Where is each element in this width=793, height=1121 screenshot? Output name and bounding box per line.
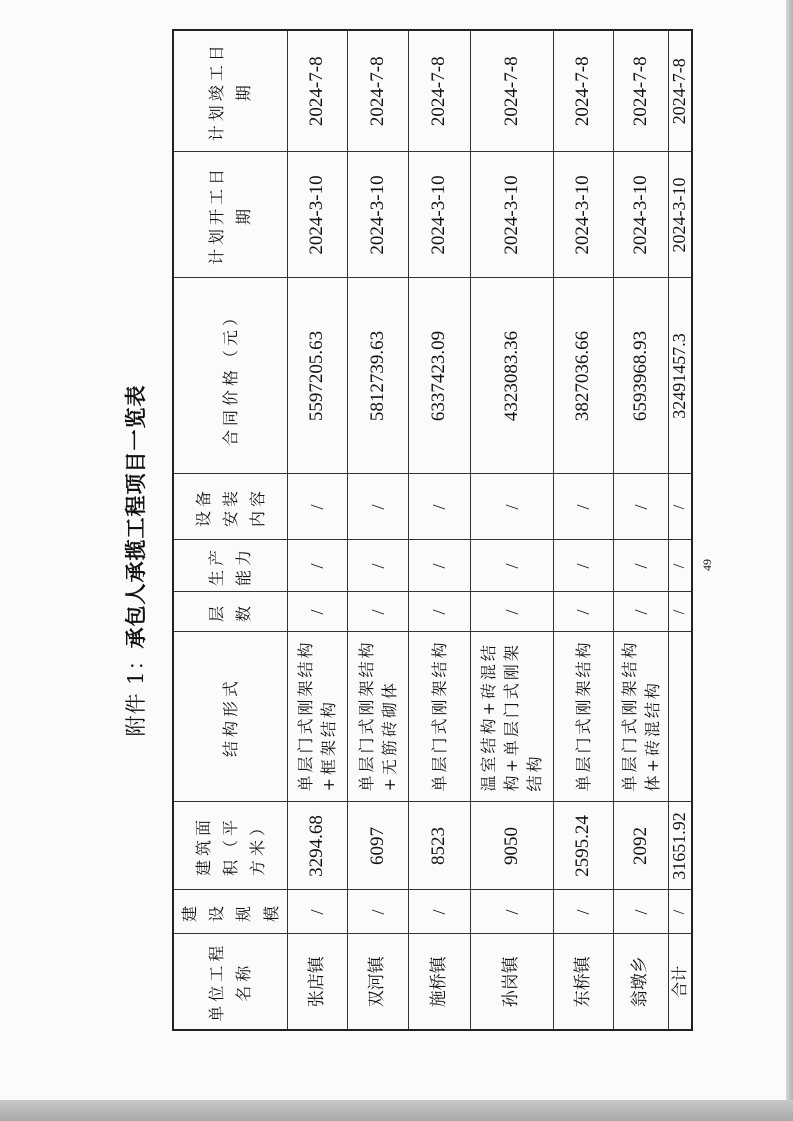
cell-equipment: / — [347, 474, 408, 540]
cell-capacity: / — [287, 540, 347, 592]
cell-equipment: / — [287, 474, 347, 540]
page-title — [120, 0, 150, 1121]
header-cell-capacity: 生产能力 — [173, 540, 287, 592]
cell-capacity: / — [408, 540, 470, 592]
cell-equipment: / — [613, 474, 668, 540]
cell-floors: / — [287, 592, 347, 632]
cell-scale: / — [613, 890, 668, 934]
cell-end-date: 2024-7-8 — [470, 30, 553, 152]
cell-area: 31651.92 — [668, 802, 692, 890]
cell-floors: / — [668, 592, 692, 632]
cell-structure — [668, 632, 692, 802]
cell-equipment: / — [470, 474, 553, 540]
cell-equipment: / — [553, 474, 613, 540]
cell-area: 9050 — [470, 802, 553, 890]
header-cell-unit-name: 单位工程名称 — [173, 934, 287, 1030]
cell-contract-price: 5812739.63 — [347, 278, 408, 474]
cell-contract-price: 6337423.09 — [408, 278, 470, 474]
cell-structure: 单层门式刚架结构体+砖混结构 — [613, 632, 668, 802]
header-cell-structure: 结构形式 — [173, 632, 287, 802]
cell-unit-name: 合计 — [668, 934, 692, 1030]
cell-start-date: 2024-3-10 — [613, 152, 668, 278]
cell-capacity: / — [470, 540, 553, 592]
table-row — [613, 30, 668, 1030]
cell-equipment: / — [668, 474, 692, 540]
cell-start-date: 2024-3-10 — [553, 152, 613, 278]
title-main: 承包人承揽工程项目一览表 — [124, 384, 148, 649]
cell-area: 8523 — [408, 802, 470, 890]
cell-floors: / — [347, 592, 408, 632]
cell-contract-price: 6593968.93 — [613, 278, 668, 474]
title-prefix: 附件 1： — [124, 648, 148, 737]
table-row — [553, 30, 613, 1030]
cell-unit-name: 东桥镇 — [553, 934, 613, 1030]
cell-structure: 单层门式刚架结构+框架结构 — [287, 632, 347, 802]
cell-scale: / — [347, 890, 408, 934]
header-cell-area: 建筑面积（平方米） — [173, 802, 287, 890]
cell-end-date: 2024-7-8 — [347, 30, 408, 152]
cell-end-date: 2024-7-8 — [287, 30, 347, 152]
cell-structure: 单层门式刚架结构+无筋砖砌体 — [347, 632, 408, 802]
table-header-row — [173, 30, 287, 1030]
page-number: 49 — [700, 559, 714, 571]
header-cell-floors: 层数 — [173, 592, 287, 632]
cell-area: 2092 — [613, 802, 668, 890]
cell-capacity: / — [668, 540, 692, 592]
cell-contract-price: 32491457.3 — [668, 278, 692, 474]
cell-capacity: / — [613, 540, 668, 592]
cell-contract-price: 5597205.63 — [287, 278, 347, 474]
header-cell-equipment: 设备安装内容 — [173, 474, 287, 540]
cell-contract-price: 3827036.66 — [553, 278, 613, 474]
cell-scale: / — [668, 890, 692, 934]
cell-floors: / — [408, 592, 470, 632]
table-row — [470, 30, 553, 1030]
cell-scale: / — [287, 890, 347, 934]
cell-end-date: 2024-7-8 — [408, 30, 470, 152]
table-row — [287, 30, 347, 1030]
cell-structure: 单层门式刚架结构 — [408, 632, 470, 802]
table-row — [408, 30, 470, 1030]
cell-area: 3294.68 — [287, 802, 347, 890]
cell-start-date: 2024-3-10 — [668, 152, 692, 278]
cell-start-date: 2024-3-10 — [408, 152, 470, 278]
cell-area: 2595.24 — [553, 802, 613, 890]
cell-structure: 单层门式刚架结构 — [553, 632, 613, 802]
cell-end-date: 2024-7-8 — [553, 30, 613, 152]
header-cell-scale: 建设规模 — [173, 890, 287, 934]
cell-start-date: 2024-3-10 — [470, 152, 553, 278]
cell-floors: / — [613, 592, 668, 632]
cell-unit-name: 孙岗镇 — [470, 934, 553, 1030]
header-cell-start-date: 计划开工日期 — [173, 152, 287, 278]
cell-structure: 温室结构+砖混结构+单层门式刚架结构 — [470, 632, 553, 802]
cell-scale: / — [408, 890, 470, 934]
cell-scale: / — [470, 890, 553, 934]
cell-unit-name: 翁墩乡 — [613, 934, 668, 1030]
cell-unit-name: 施桥镇 — [408, 934, 470, 1030]
cell-floors: / — [553, 592, 613, 632]
project-table — [172, 29, 693, 1031]
header-cell-end-date: 计划竣工日期 — [173, 30, 287, 152]
cell-unit-name: 双河镇 — [347, 934, 408, 1030]
cell-end-date: 2024-7-8 — [668, 30, 692, 152]
cell-equipment: / — [408, 474, 470, 540]
header-cell-contract-price: 合同价格（元） — [173, 278, 287, 474]
cell-capacity: / — [347, 540, 408, 592]
cell-unit-name: 张店镇 — [287, 934, 347, 1030]
cell-start-date: 2024-3-10 — [347, 152, 408, 278]
cell-capacity: / — [553, 540, 613, 592]
cell-end-date: 2024-7-8 — [613, 30, 668, 152]
cell-floors: / — [470, 592, 553, 632]
cell-contract-price: 4323083.36 — [470, 278, 553, 474]
table-total-row — [668, 30, 692, 1030]
cell-area: 6097 — [347, 802, 408, 890]
cell-start-date: 2024-3-10 — [287, 152, 347, 278]
cell-scale: / — [553, 890, 613, 934]
table-row — [347, 30, 408, 1030]
